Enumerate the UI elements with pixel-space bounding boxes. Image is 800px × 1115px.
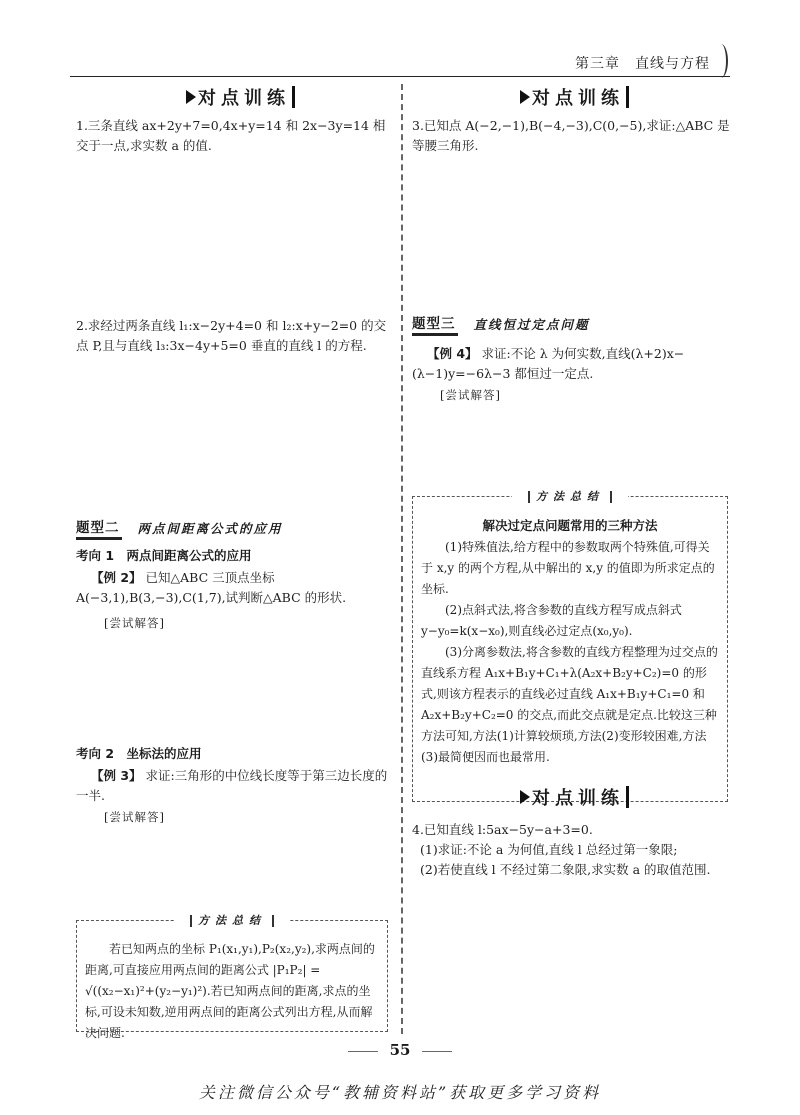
- training-banner-1: [186, 84, 295, 110]
- training-label: 对点训练: [532, 788, 624, 809]
- direction-1-heading: 考向 1 两点间距离公式的应用: [76, 548, 252, 563]
- example-2-label: 【例 2】: [91, 570, 142, 585]
- question-2: 2.求经过两条直线 l₁:x−2y+4=0 和 l₂:x+y−2=0 的交点 P,且与直线 l₃:3x−4y+5=0 垂直的直线 l 的方程.: [76, 318, 387, 353]
- section-title: 直线恒过定点问题: [473, 317, 590, 332]
- banner-arrow-icon: [186, 90, 196, 104]
- example-2: [76, 568, 390, 608]
- try-answer-3: [412, 384, 730, 404]
- footer-note: 关注微信公众号“教辅资料站”获取更多学习资料: [198, 1083, 602, 1102]
- banner-arrow-icon: [520, 90, 530, 104]
- method-summary-box-left: [76, 914, 388, 1040]
- banner-bar-icon: [626, 786, 629, 808]
- method-summary-box-right: [412, 490, 728, 802]
- banner-arrow-icon: [520, 790, 530, 804]
- try-answer-tag: [尝试解答]: [104, 810, 165, 824]
- page-number: 55: [0, 1041, 800, 1059]
- summary-title: 方法总结: [512, 488, 628, 504]
- chapter-title: 第三章 直线与方程: [575, 56, 710, 72]
- summary-text: 若已知两点的坐标 P₁(x₁,y₁),P₂(x₂,y₂),求两点间的距离,可直接应用两点间的距离公式 |P₁P₂| = √((x₂−x₁)²+(y₂−y₁)²).若已知两点间的距离,求点的坐标,可设未知数,逆用两点间的距离公式列出方程,从而解决问题.: [85, 942, 375, 1040]
- question-1: 1.三条直线 ax+2y+7=0,4x+y=14 和 2x−3y=14 相交于一点,求实数 a 的值.: [76, 118, 386, 153]
- column-divider: [401, 84, 403, 1034]
- example-3: [76, 766, 390, 806]
- training-label: 对点训练: [532, 88, 624, 109]
- example-2-text: 已知△ABC 三顶点坐标 A(−3,1),B(3,−3),C(1,7),试判断△ABC 的形状.: [76, 570, 347, 605]
- example-4-text: 求证:不论 λ 为何实数,直线(λ+2)x−(λ−1)y=−6λ−3 都恒过一定点.: [412, 346, 685, 381]
- example-3-text: 求证:三角形的中位线长度等于第三边长度的一半.: [76, 768, 388, 803]
- banner-bar-icon: [292, 86, 295, 108]
- try-answer-tag: [尝试解答]: [104, 616, 165, 630]
- question-3: 3.已知点 A(−2,−1),B(−4,−3),C(0,−5),求证:△ABC 是等腰三角形.: [412, 118, 730, 153]
- summary-heading: 解决过定点问题常用的三种方法: [482, 518, 658, 533]
- section-title: 两点间距离公式的应用: [137, 521, 283, 536]
- direction-2-heading: 考向 2 坐标法的应用: [76, 746, 202, 761]
- question-4-part-1: (1)求证:不论 a 为何值,直线 l 总经过第一象限;: [420, 842, 678, 857]
- try-answer-1: [76, 612, 390, 632]
- question-4-part-2: (2)若使直线 l 不经过第二象限,求实数 a 的取值范围.: [420, 862, 711, 877]
- section-heading-3: [412, 312, 590, 336]
- summary-paragraph-2: (2)点斜式法,将含参数的直线方程写成点斜式 y−y₀=k(x−x₀),则直线必过定点(x₀,y₀).: [421, 603, 682, 638]
- section-tag: 题型二: [76, 516, 122, 540]
- training-banner-2: [520, 84, 629, 110]
- try-answer-tag: [尝试解答]: [440, 388, 501, 402]
- example-4-label: 【例 4】: [427, 346, 478, 361]
- try-answer-2: [76, 806, 390, 826]
- question-4: 4.已知直线 l:5ax−5y−a+3=0.: [412, 822, 593, 837]
- example-4: [412, 344, 730, 384]
- summary-paragraph-1: (1)特殊值法,给方程中的参数取两个特殊值,可得关于 x,y 的两个方程,从中解出的 x,y 的值即为所求定点的坐标.: [421, 540, 715, 596]
- summary-paragraph-3: (3)分离参数法,将含参数的直线方程整理为过交点的直线系方程 A₁x+B₁y+C₁+λ(A₂x+B₂y+C₂)=0 的形式,则该方程表示的直线必过直线 A₁x+B₁y+C₁=0 和 A₂x+B₂y+C₂=0 的交点,而此交点就是定点.比较这三种方法可知,方法(1)计算较烦琐,方法(2)变形较困难,方法(3)最简便因而也最常用.: [421, 645, 718, 764]
- example-3-label: 【例 3】: [91, 768, 142, 783]
- training-label: 对点训练: [198, 88, 290, 109]
- training-banner-3: [520, 784, 629, 810]
- chapter-bracket-decoration: [714, 44, 728, 78]
- section-heading-2: [76, 516, 283, 540]
- section-tag: 题型三: [412, 312, 458, 336]
- header-rule: [70, 76, 730, 77]
- banner-bar-icon: [626, 86, 629, 108]
- summary-title: 方法总结: [174, 912, 290, 928]
